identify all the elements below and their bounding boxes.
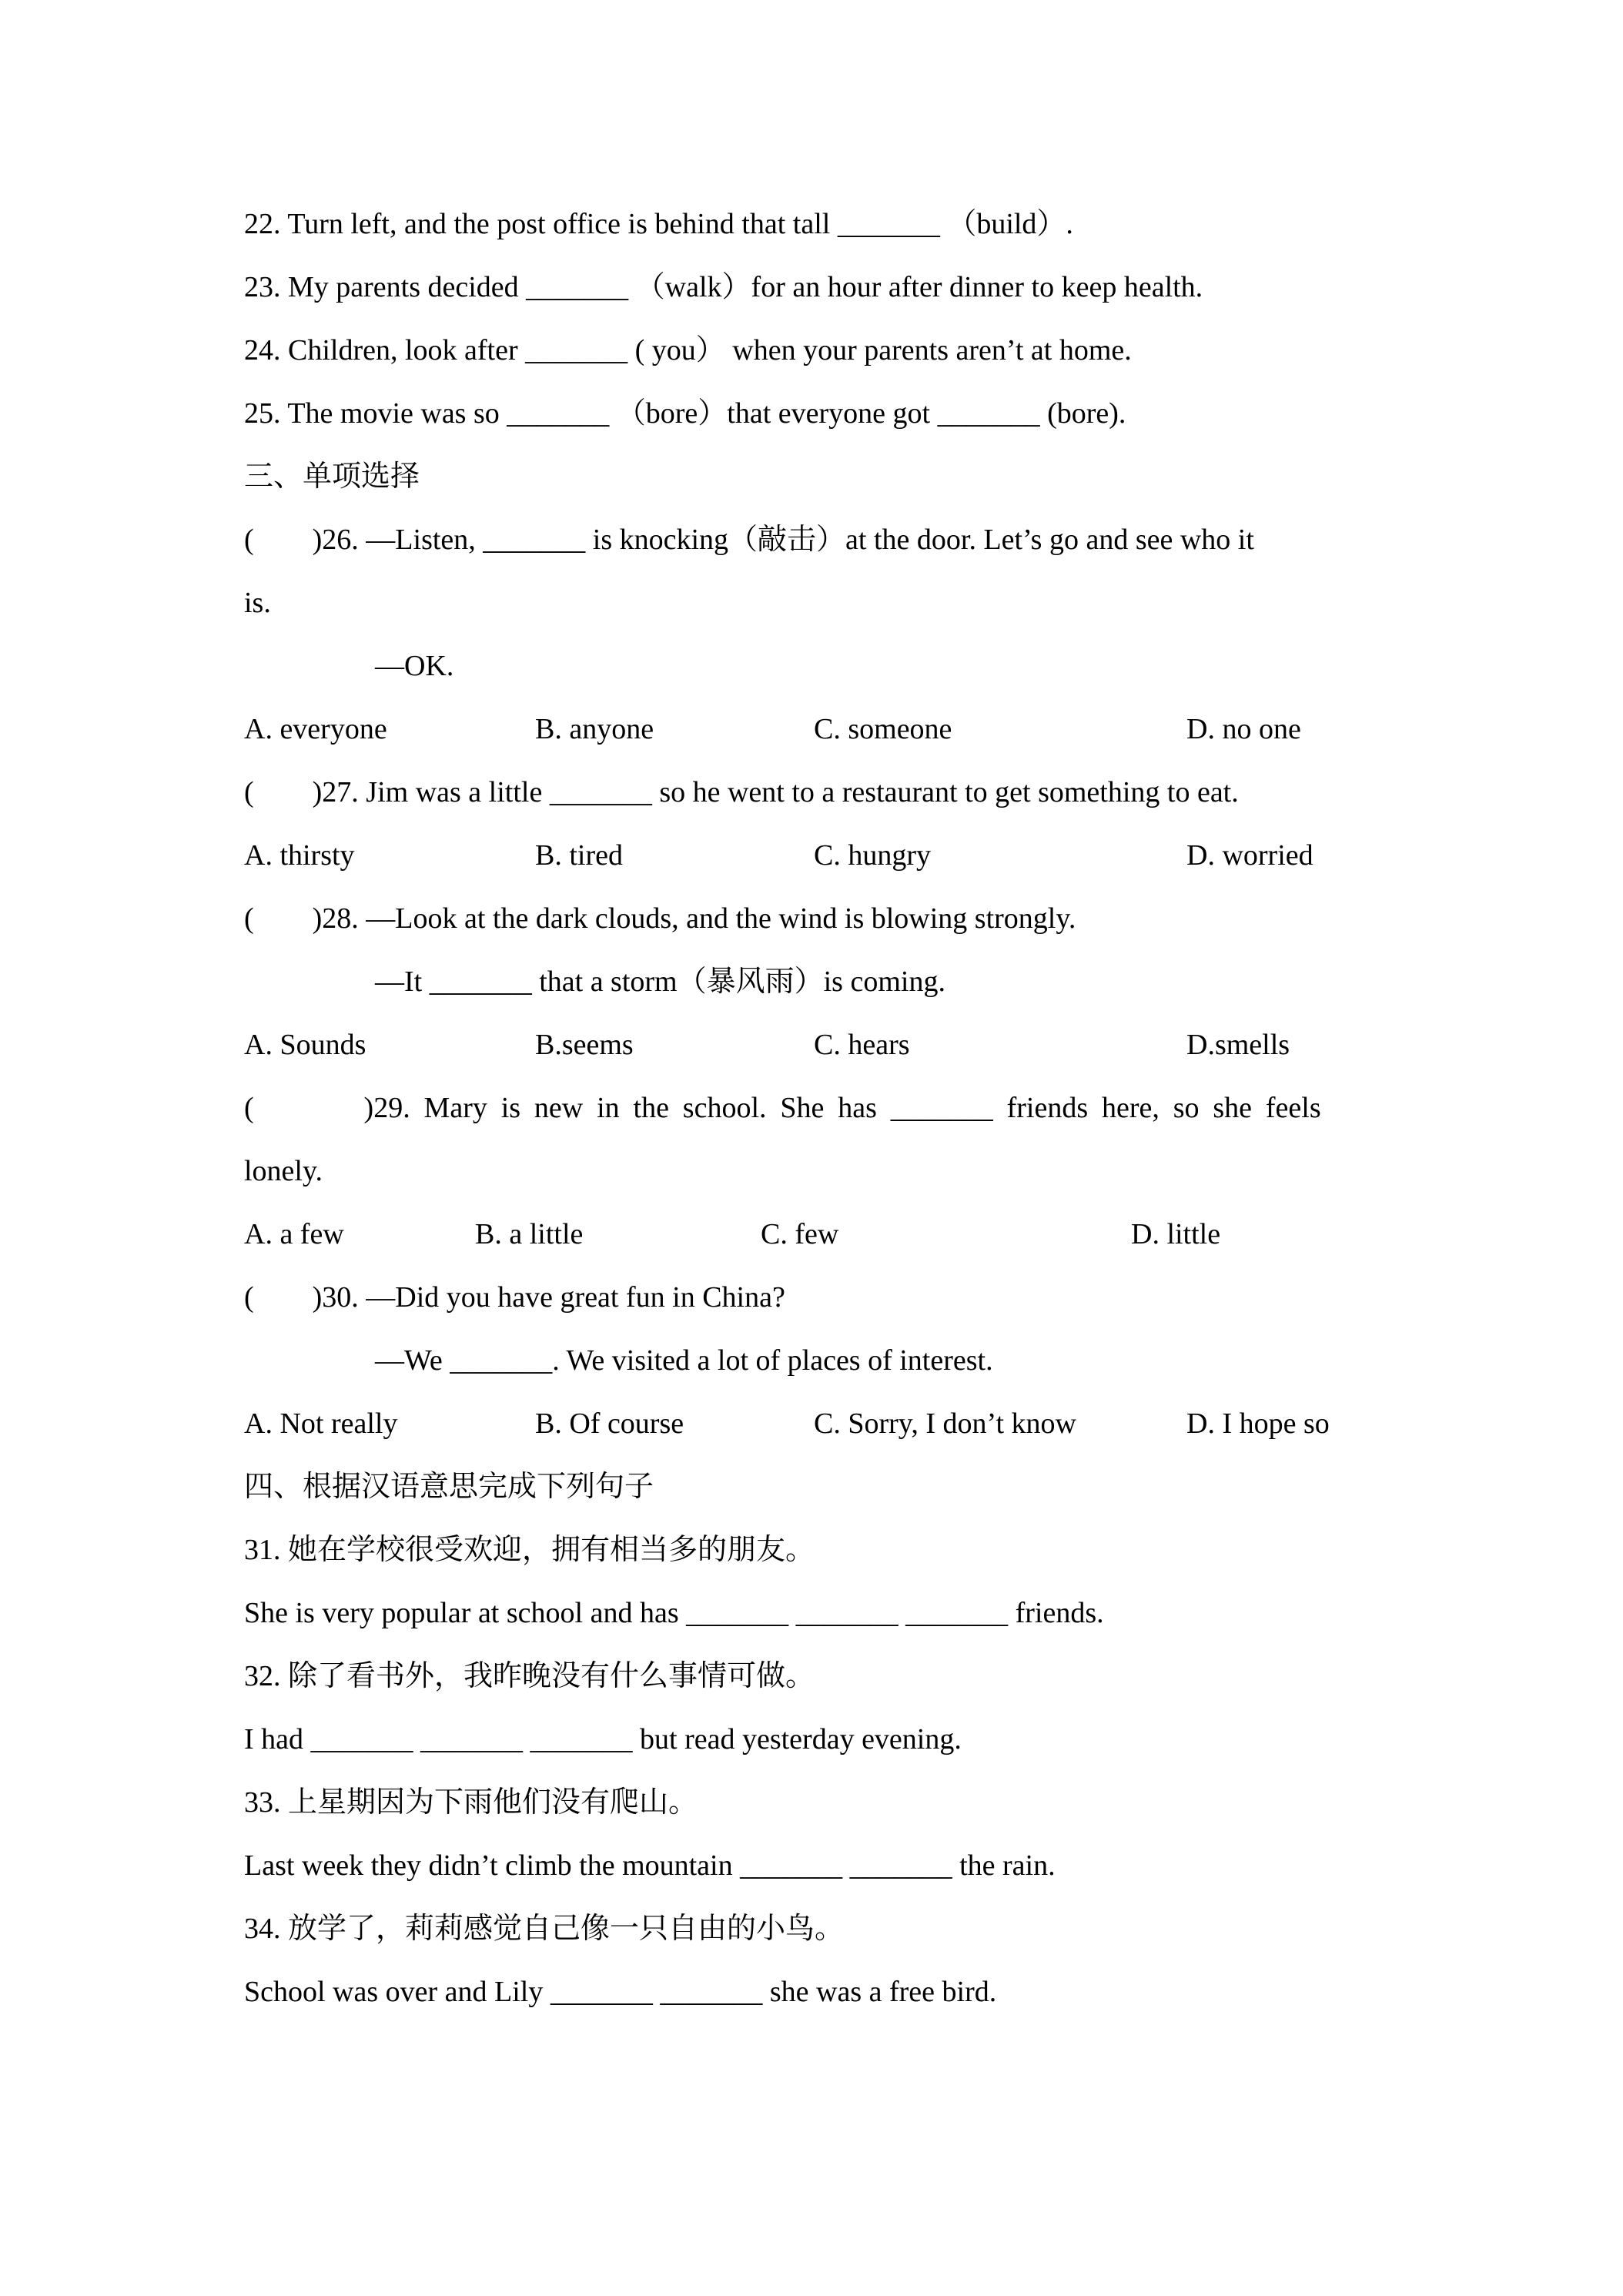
q28-option-d: D.smells: [1186, 1029, 1290, 1061]
q28-option-c: C. hears: [814, 1029, 910, 1061]
q31-english: She is very popular at school and has _______ _______ _______ friends.: [244, 1597, 1104, 1629]
q30-option-b: B. Of course: [535, 1407, 684, 1440]
q33-chinese: 33. 上星期因为下雨他们没有爬山。: [244, 1786, 698, 1819]
q29-option-a: A. a few: [244, 1218, 344, 1250]
q28-option-a: A. Sounds: [244, 1029, 366, 1061]
q27-option-a: A. thirsty: [244, 839, 355, 872]
q30-option-d: D. I hope so: [1186, 1407, 1330, 1440]
q29-stem-line1: ( )29. Mary is new in the school. She has _______ friends here, so she feels: [244, 1092, 1321, 1124]
q33-english: Last week they didn’t climb the mountain _______ _______ the rain.: [244, 1849, 1056, 1882]
q31-chinese: 31. 她在学校很受欢迎，拥有相当多的朋友。: [244, 1534, 815, 1566]
fill-blank-q25: 25. The movie was so _______ （bore）that everyone got _______ (bore).: [244, 397, 1126, 430]
q32-chinese: 32. 除了看书外，我昨晚没有什么事情可做。: [244, 1660, 815, 1692]
fill-blank-q22: 22. Turn left, and the post office is behind that tall _______ （build）.: [244, 208, 1073, 240]
q26-option-a: A. everyone: [244, 713, 387, 745]
q26-stem-line1: ( )26. —Listen, _______ is knocking（敲击）at the door. Let’s go and see who it: [244, 524, 1254, 556]
q28-reply: —It _______ that a storm（暴风雨）is coming.: [375, 966, 945, 998]
q27-options-row: [244, 824, 1446, 887]
q30-option-c: C. Sorry, I don’t know: [814, 1407, 1076, 1440]
q28-stem: ( )28. —Look at the dark clouds, and the wind is blowing strongly.: [244, 902, 1076, 935]
q28-options-row: [244, 1013, 1446, 1076]
q30-reply: —We _______. We visited a lot of places of interest.: [375, 1344, 993, 1377]
fill-blank-q23: 23. My parents decided _______ （walk）for an hour after dinner to keep health.: [244, 271, 1203, 303]
q27-option-c: C. hungry: [814, 839, 931, 872]
section-4-heading: 四、根据汉语意思完成下列句子: [244, 1471, 654, 1503]
q28-option-b: B.seems: [535, 1029, 634, 1061]
q30-stem: ( )30. —Did you have great fun in China?: [244, 1281, 785, 1314]
q32-english: I had _______ _______ _______ but read yesterday evening.: [244, 1723, 962, 1755]
q34-english: School was over and Lily _______ _______ she was a free bird.: [244, 1976, 997, 2008]
q26-option-b: B. anyone: [535, 713, 654, 745]
q29-options-row: [244, 1203, 1446, 1266]
q30-option-a: A. Not really: [244, 1407, 398, 1440]
q29-stem-line2: lonely.: [244, 1155, 323, 1187]
q34-chinese: 34. 放学了，莉莉感觉自己像一只自由的小鸟。: [244, 1913, 845, 1945]
q26-reply: —OK.: [375, 650, 454, 682]
q26-stem-line2: is.: [244, 587, 271, 619]
q26-option-c: C. someone: [814, 713, 952, 745]
q29-option-d: D. little: [1131, 1218, 1221, 1250]
q29-option-c: C. few: [761, 1218, 839, 1250]
q27-option-b: B. tired: [535, 839, 623, 872]
q27-option-d: D. worried: [1186, 839, 1313, 872]
q30-options-row: [244, 1392, 1446, 1455]
section-3-heading: 三、单项选择: [244, 460, 420, 493]
fill-blank-q24: 24. Children, look after _______ ( you） when your parents aren’t at home.: [244, 334, 1132, 366]
q26-options-row: [244, 698, 1446, 761]
q29-option-b: B. a little: [475, 1218, 584, 1250]
q27-stem: ( )27. Jim was a little _______ so he went to a restaurant to get something to eat.: [244, 776, 1239, 808]
q26-option-d: D. no one: [1186, 713, 1301, 745]
